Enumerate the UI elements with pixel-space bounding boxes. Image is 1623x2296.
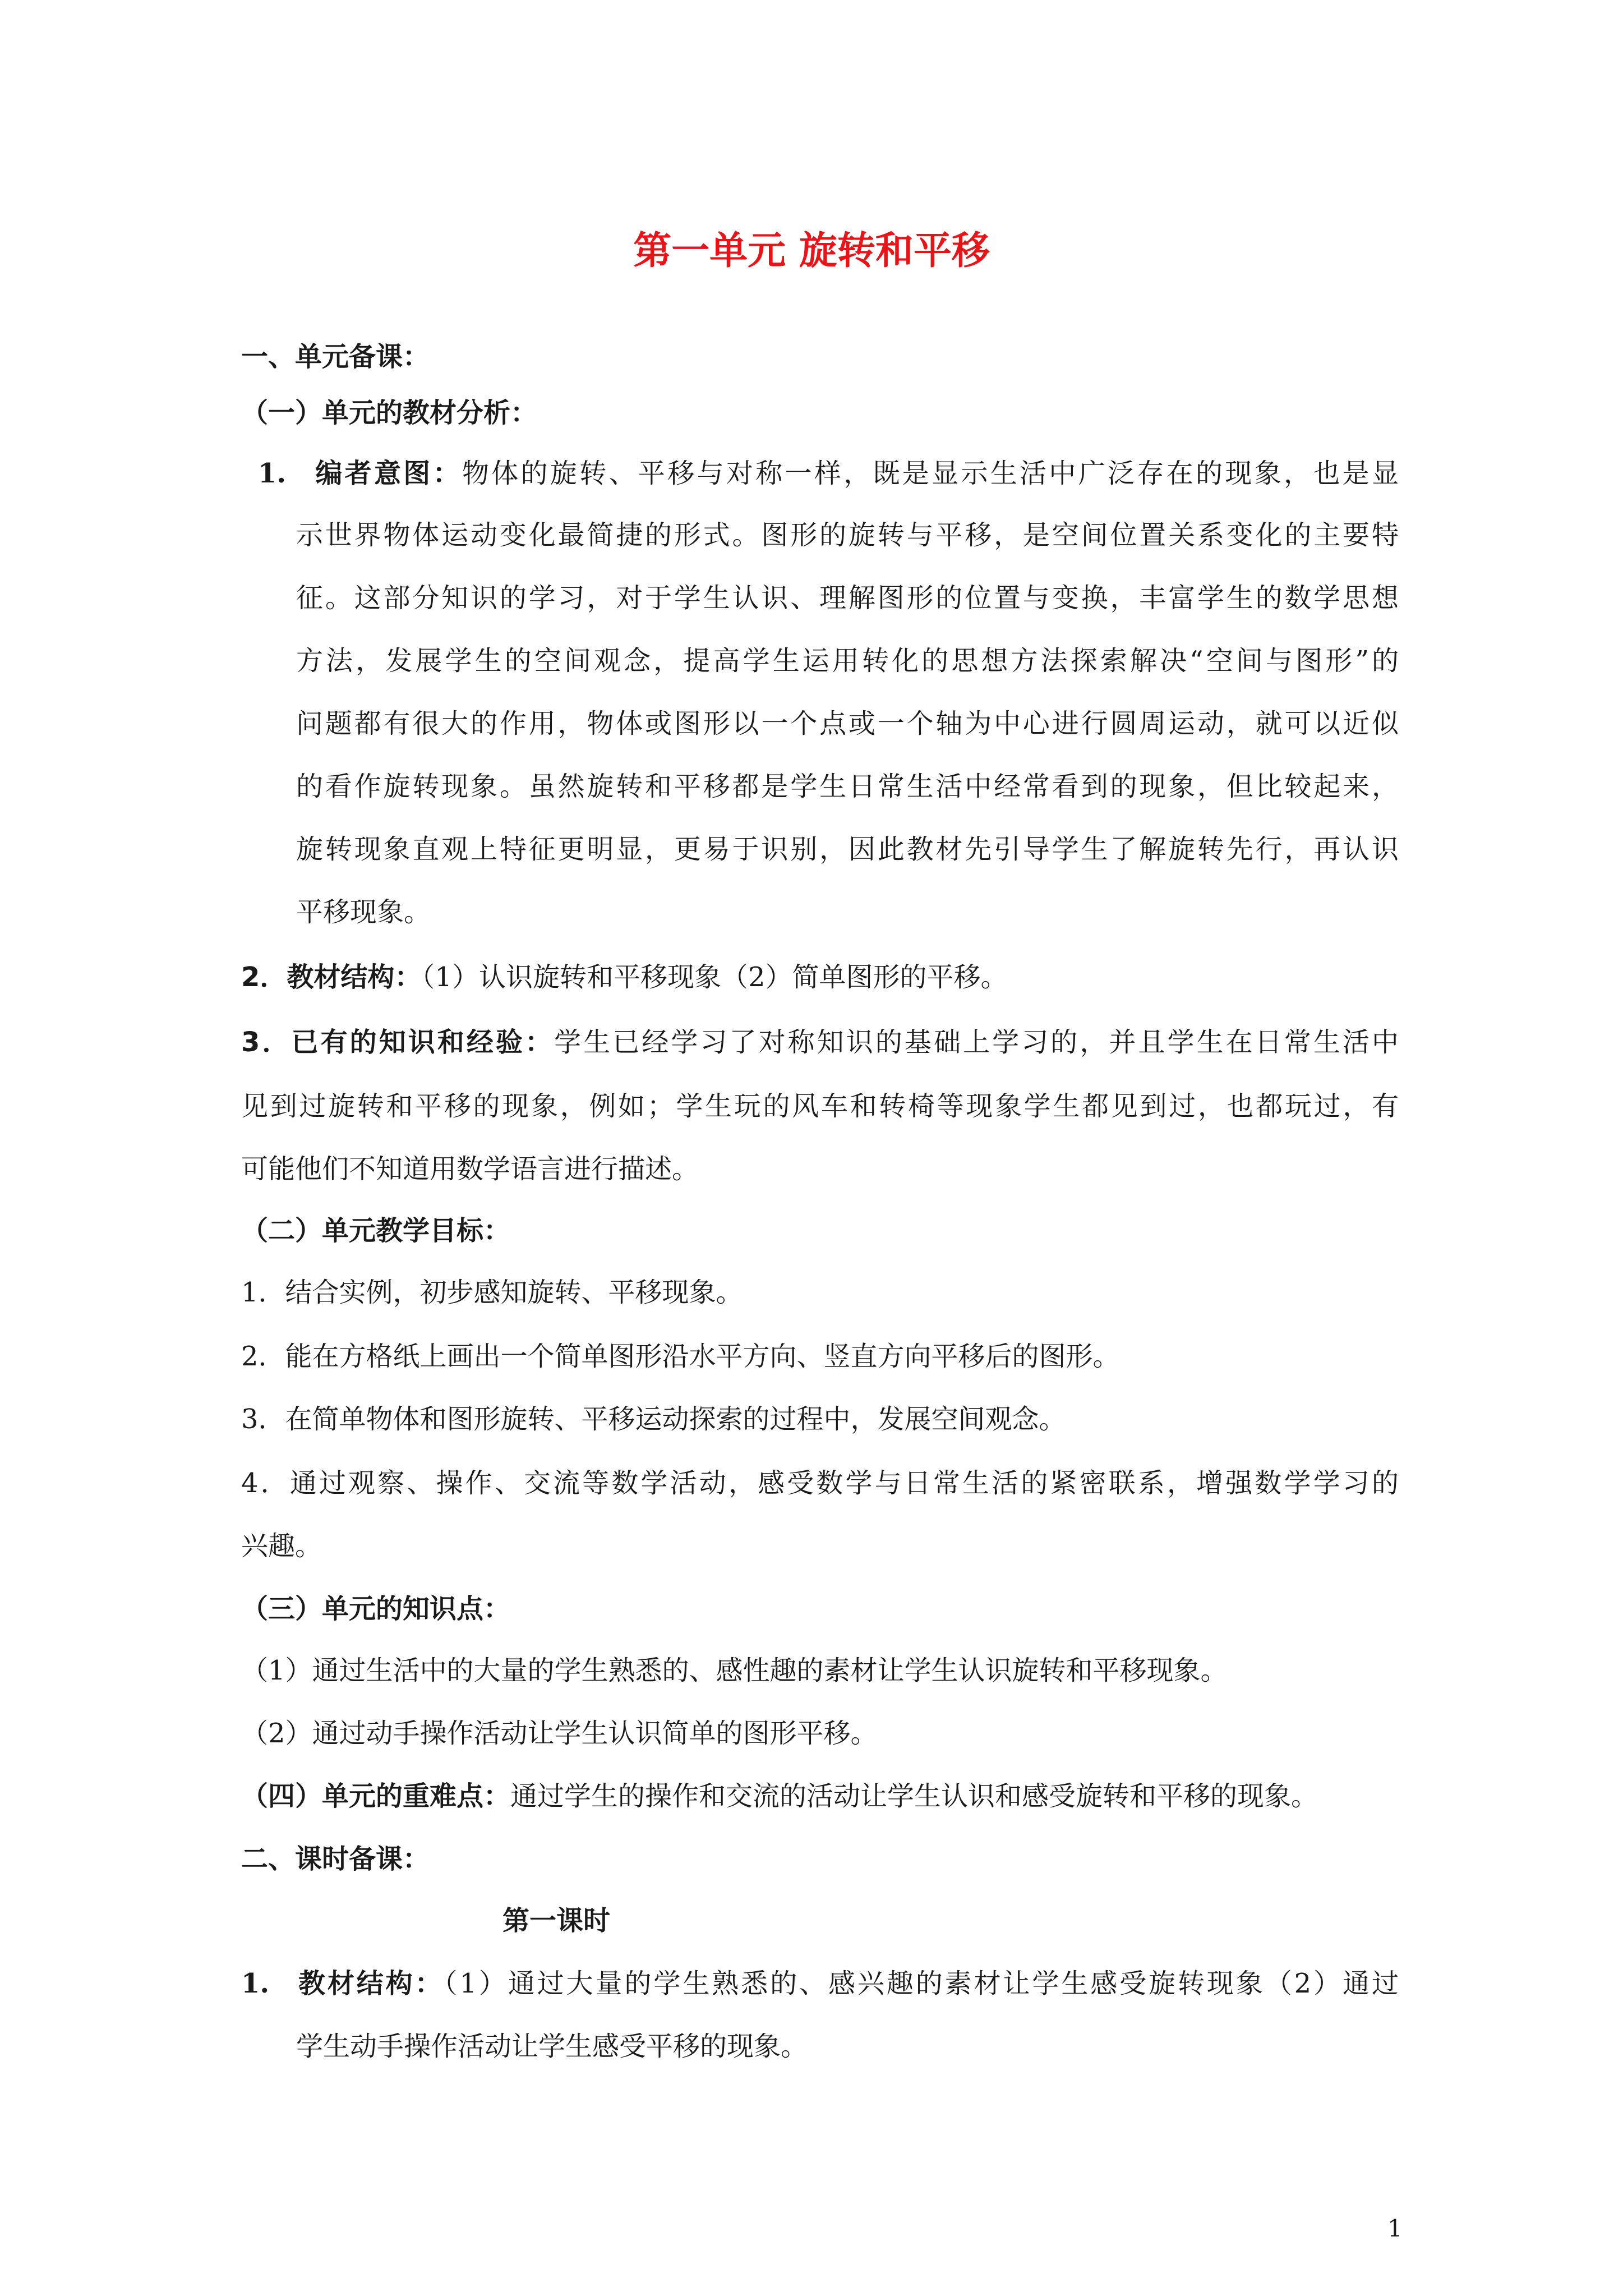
goal-item-3: 3．在简单物体和图形旋转、平移运动探索的过程中，发展空间观念。 [241, 1404, 1066, 1435]
goal-item-4-cont: 兴趣。 [241, 1530, 322, 1562]
structure-text: （1）认识旋转和平移现象（2）简单图形的平移。 [421, 961, 1008, 993]
page-number: 1 [1387, 2215, 1403, 2242]
goal-item-4: 4．通过观察、操作、交流等数学活动，感受数学与日常生活的紧密联系，增强数学学习的 [241, 1467, 1399, 1499]
unit-prep-heading: 一、单元备课： [241, 341, 430, 372]
lesson-prep-heading: 二、课时备课： [241, 1843, 430, 1875]
document-title: 第一单元 旋转和平移 [633, 229, 990, 273]
prior-line-1 [241, 1024, 1399, 1060]
intent-line-4: 方法，发展学生的空间观念，提高学生运用转化的思想方法探索解决“空间与图形”的 [296, 645, 1399, 677]
intent-line-8: 平移现象。 [296, 896, 431, 928]
goal-item-1: 1．结合实例，初步感知旋转、平移现象。 [241, 1277, 743, 1308]
difficulty-text: 通过学生的操作和交流的活动让学生认识和感受旋转和平移的现象。 [510, 1780, 1318, 1812]
intent-label: 编者意图： [313, 458, 462, 489]
goal-item-2: 2．能在方格纸上画出一个简单图形沿水平方向、竖直方向平移后的图形。 [241, 1341, 1120, 1372]
lesson-structure-label: 教材结构： [296, 1968, 444, 1999]
intent-number: 1. [258, 458, 287, 489]
intent-line-1 [241, 455, 1399, 491]
prior-text-1: 学生已经学习了对称知识的基础上学习的，并且学生在日常生活中 [554, 1027, 1399, 1058]
lesson-structure-number: 1. [241, 1968, 270, 1999]
lesson-structure-line-2: 学生动手操作活动让学生感受平移的现象。 [296, 2031, 808, 2062]
goals-heading: （二）单元教学目标： [241, 1215, 511, 1246]
intent-text-1: 物体的旋转、平移与对称一样，既是显示生活中广泛存在的现象，也是显 [462, 458, 1399, 489]
structure-label: 2．教材结构： [241, 961, 422, 993]
intent-line-3: 征。这部分知识的学习，对于学生认识、理解图形的位置与变换，丰富学生的数学思想 [296, 582, 1399, 614]
intent-line-6: 的看作旋转现象。虽然旋转和平移都是学生日常生活中经常看到的现象，但比较起来， [296, 771, 1399, 802]
lesson-structure-line-1 [241, 1966, 1399, 2001]
difficulty-line [241, 1778, 1399, 1814]
knowledge-item-2: （2）通过动手操作活动让学生认识简单的图形平移。 [241, 1718, 878, 1749]
structure-line [241, 959, 1399, 995]
knowledge-heading: （三）单元的知识点： [241, 1593, 511, 1625]
prior-line-3: 可能他们不知道用数学语言进行描述。 [241, 1153, 699, 1185]
intent-line-2: 示世界物体运动变化最简捷的形式。图形的旋转与平移，是空间位置关系变化的主要特 [296, 519, 1399, 551]
prior-line-2: 见到过旋转和平移的现象，例如；学生玩的风车和转椅等现象学生都见到过，也都玩过，有 [241, 1091, 1399, 1122]
lesson-structure-text-1: （1）通过大量的学生熟悉的、感兴趣的素材让学生感受旋转现象（2）通过 [444, 1968, 1399, 1999]
intent-line-5: 问题都有很大的作用，物体或图形以一个点或一个轴为中心进行圆周运动，就可以近似 [296, 708, 1399, 739]
knowledge-item-1: （1）通过生活中的大量的学生熟悉的、感性趣的素材让学生认识旋转和平移现象。 [241, 1655, 1228, 1686]
first-lesson-heading: 第一课时 [502, 1905, 611, 1936]
difficulty-label: （四）单元的重难点： [241, 1780, 511, 1812]
material-analysis-heading: （一）单元的教材分析： [241, 397, 538, 429]
prior-label: 3．已有的知识和经验： [241, 1027, 555, 1058]
intent-line-7: 旋转现象直观上特征更明显，更易于识别，因此教材先引导学生了解旋转先行，再认识 [296, 834, 1399, 865]
